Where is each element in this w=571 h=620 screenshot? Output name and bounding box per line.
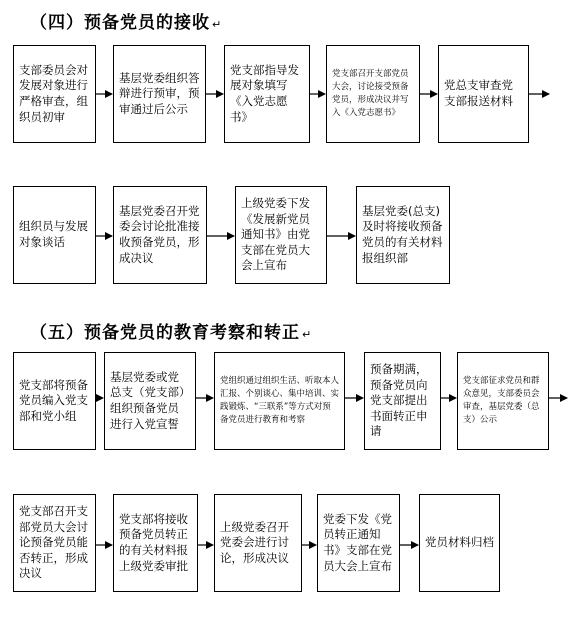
flow-step-text: 基层党委或党总支（党支部）组织预备党员进行入党宣誓: [110, 369, 185, 431]
section5-heading-text: （五）预备党员的教育考察和转正: [30, 323, 300, 343]
flow-step-text: 党总支审查党支部报送材料: [444, 78, 513, 108]
flow-step-text: 上级党委下发《发展新党员通知书》由党支部在党员大会上宣布: [241, 196, 310, 273]
flow-step-text: 基层党委(总支)及时将接收预备党员的有关材料报组织部: [362, 203, 443, 265]
flow-step-text: 预备期满，预备党员向党支部提出书面转正申请: [370, 362, 428, 439]
flow-step-text: 党委下发《党员转正通知书》支部在党员大会上宣布: [323, 511, 392, 573]
flow-step-text: 党组织通过组织生活、听取本人汇报、个别谈心、集中培训、实践锻炼、“三联系”等方式对预备党员进行教育和考察: [220, 375, 340, 426]
flow-step-text: 党支部召开支部党员大会讨论预备党员能否转正，形成决议: [19, 504, 88, 581]
paragraph-mark: ↵: [302, 328, 313, 341]
flow-step-text: 上级党委召开党委会进行讨论，形成决议: [220, 519, 289, 565]
paragraph-mark: ↵: [212, 18, 223, 31]
flow-step-text: 组织员与发展对象谈话: [19, 219, 88, 249]
flow-step-text: 党支部召开支部党员大会，讨论接受预备党员，形成决议并写入《入党志愿书》: [332, 68, 409, 119]
flow-step-text: 党支部将接收预备党员转正的有关材料报上级党委审批: [119, 511, 188, 573]
flow-step-text: 支部委员会对发展对象进行严格审查，组织员初审: [19, 62, 88, 124]
flow-step-text: 基层党委召开党委会讨论批准接收预备党员，形成决议: [119, 203, 200, 265]
flow-step-text: 党支部指导发展对象填写《入党志愿书》: [230, 62, 299, 124]
flow-step-text: 党支部将预备党员编入党支部和党小组: [19, 377, 88, 423]
flow-step-text: 基层党委组织答辩进行预审，预审通过后公示: [119, 70, 200, 116]
flow-step-text: 党员材料归档: [425, 535, 494, 550]
flow-step-text: 党支部征求党员和群众意见，支部委员会审查，基层党委（总支）公示: [463, 375, 540, 426]
section4-heading-text: （四）预备党员的接收: [30, 13, 210, 33]
